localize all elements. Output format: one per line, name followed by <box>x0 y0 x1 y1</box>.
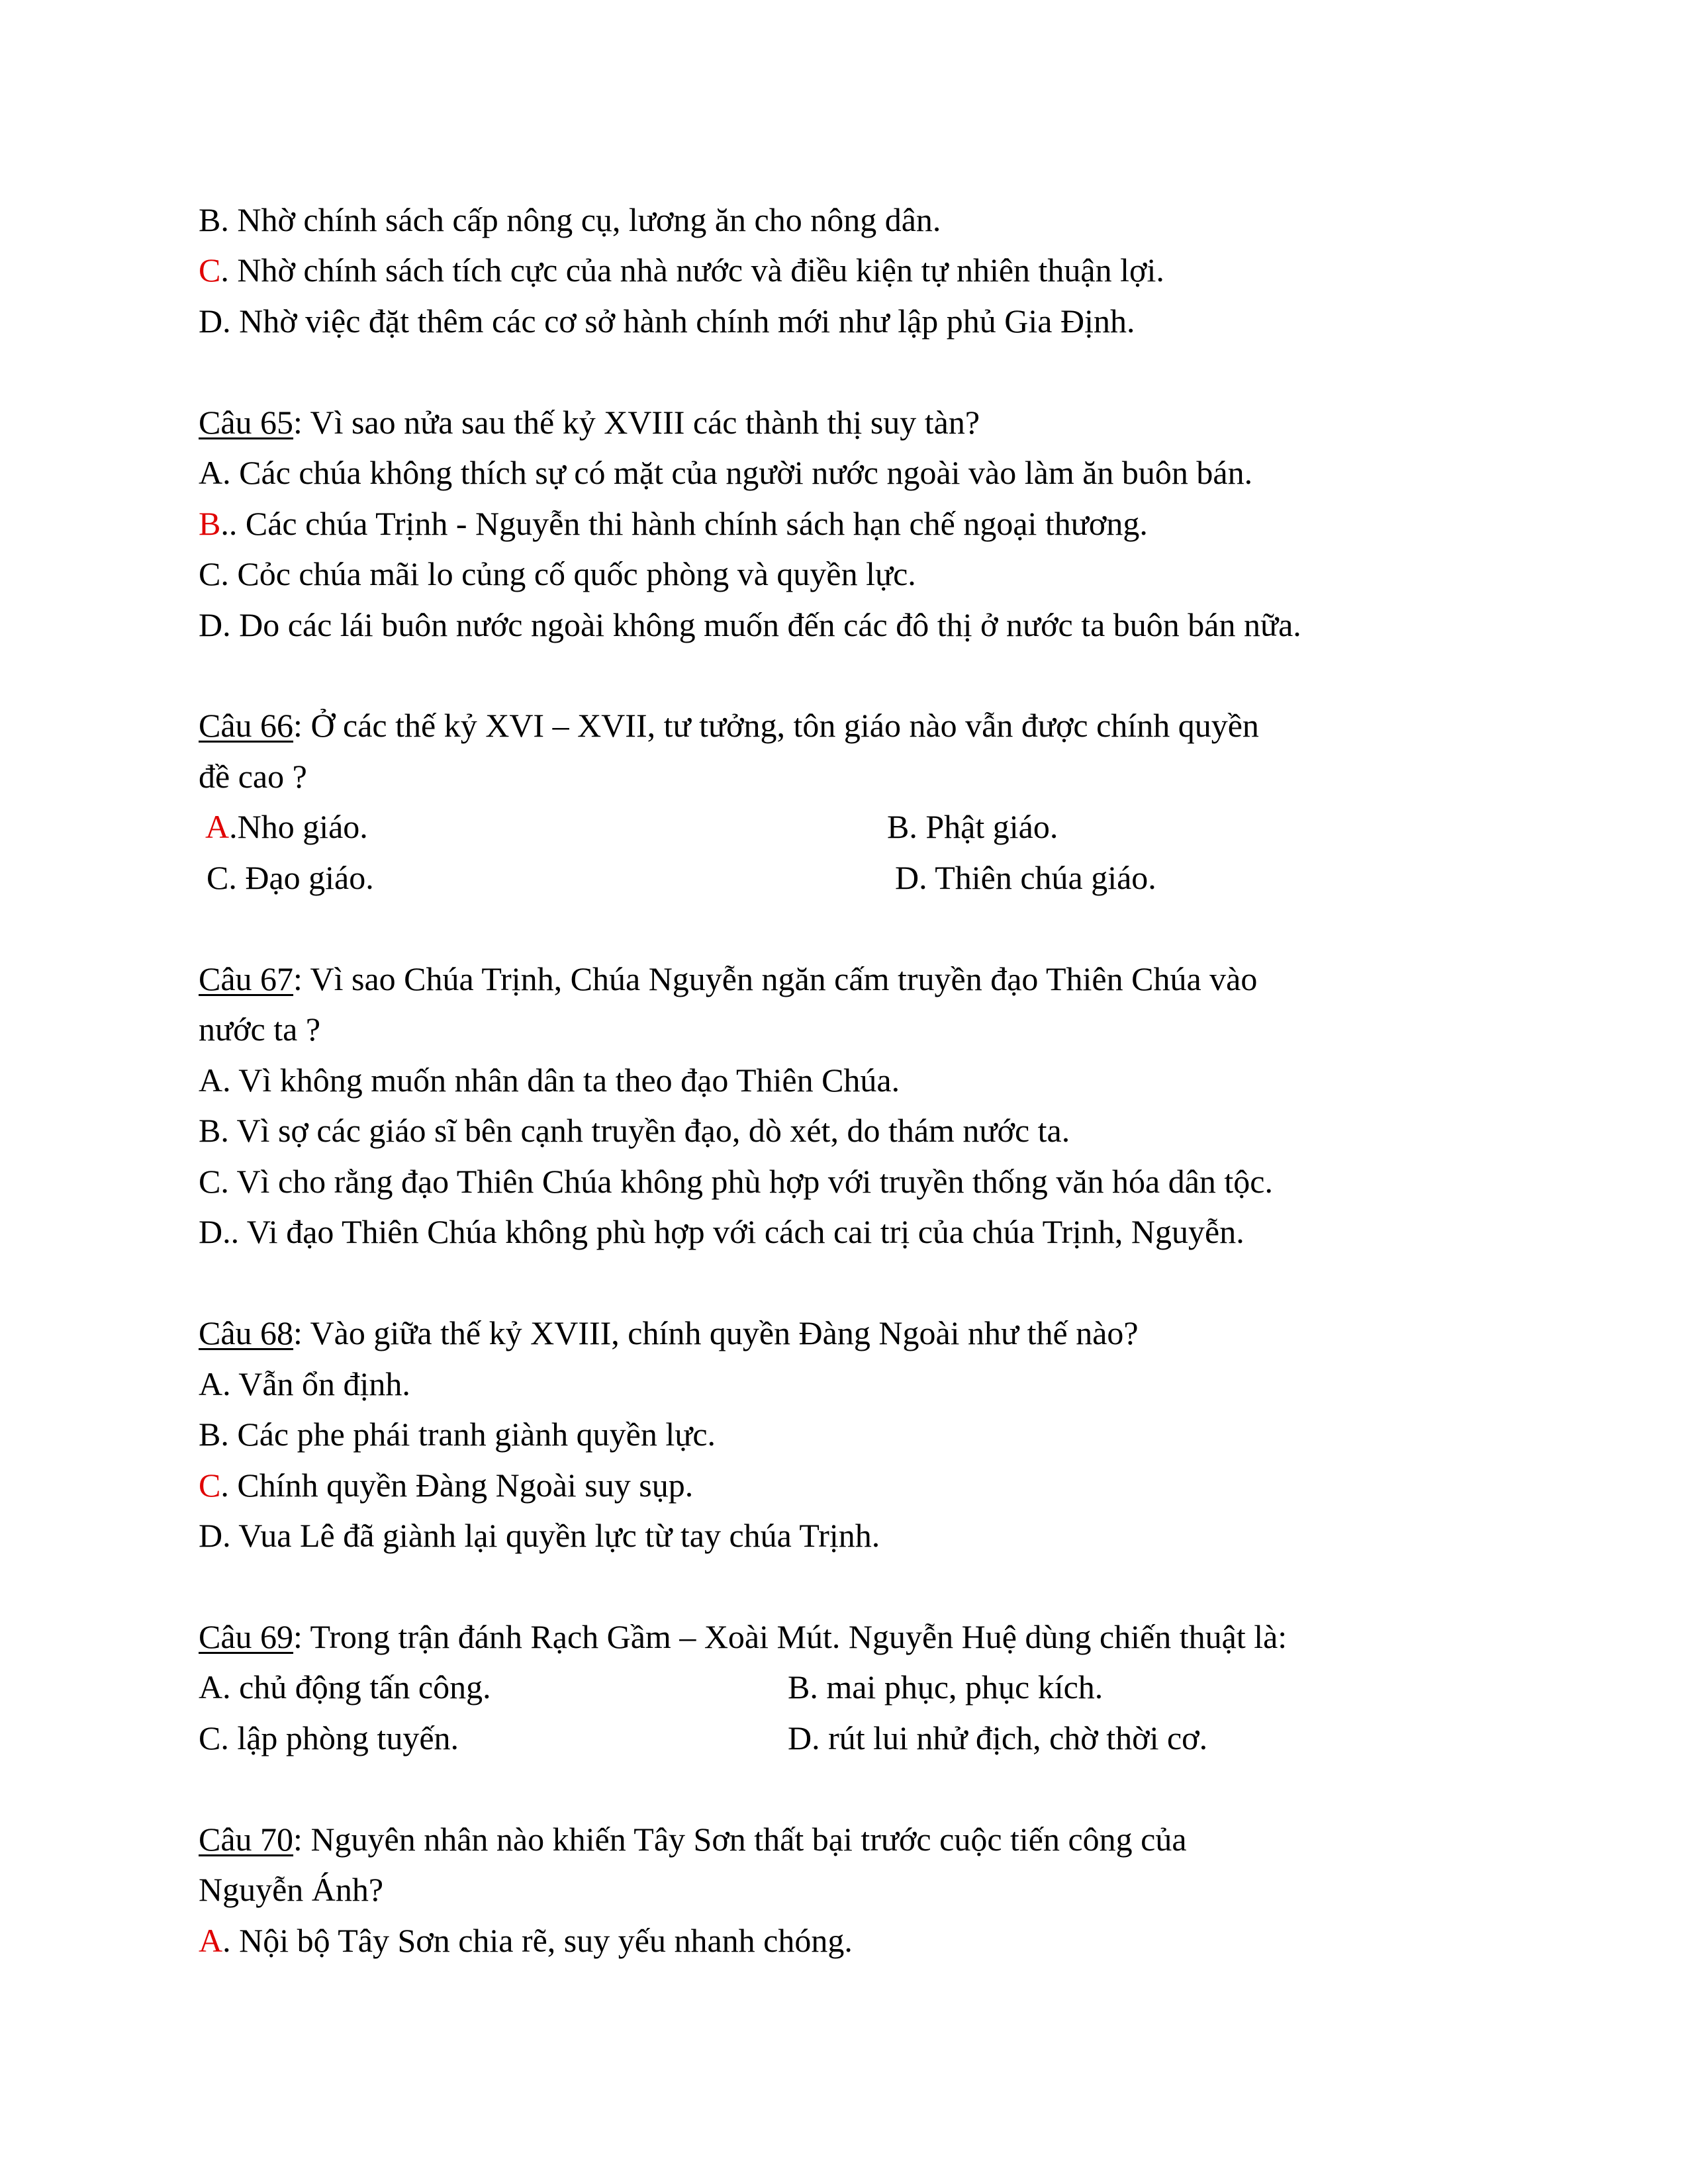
q67-label: Câu 67 <box>199 960 294 997</box>
q70-answer-letter: A <box>199 1922 223 1959</box>
q65-question-text: : Vì sao nửa sau thế kỷ XVIII các thành thị suy tàn? <box>293 404 980 441</box>
q70-question <box>199 1819 1187 1859</box>
q67-question-text: : Vì sao Chúa Trịnh, Chúa Nguyễn ngăn cấm truyền đạo Thiên Chúa vào <box>293 960 1258 997</box>
q70-option-a-text: . Nội bộ Tây Sơn chia rẽ, suy yếu nhanh chóng. <box>222 1922 853 1959</box>
q66-answer-letter: A <box>205 808 230 845</box>
q65-answer-letter: B <box>199 505 221 542</box>
q66-option-d: D. Thiên chúa giáo. <box>895 859 1156 896</box>
q65-option-b <box>199 504 1148 543</box>
q70-question-cont: Nguyễn Ánh? <box>199 1871 384 1908</box>
q66-question-text: : Ở các thế kỷ XVI – XVII, tư tưởng, tôn giáo nào vẫn được chính quyền <box>293 707 1259 744</box>
q70-option-a <box>199 1921 853 1960</box>
q69-question <box>199 1617 1287 1657</box>
q69-label: Câu 69 <box>199 1618 294 1655</box>
q64-option-b: B. Nhờ chính sách cấp nông cụ, lương ăn cho nông dân. <box>199 201 941 238</box>
q68-question-text: : Vào giữa thế kỷ XVIII, chính quyền Đàng Ngoài như thế nào? <box>293 1314 1139 1351</box>
q66-option-b: B. Phật giáo. <box>887 808 1058 845</box>
q68-question <box>199 1313 1139 1353</box>
q66-question <box>199 705 1259 745</box>
q65-option-c: C. Cỏc chúa mãi lo củng cố quốc phòng và quyền lực. <box>199 555 916 592</box>
q68-option-c-text: . Chính quyền Đàng Ngoài suy sụp. <box>220 1467 694 1504</box>
q64-option-c-text: . Nhờ chính sách tích cực của nhà nước và điều kiện tự nhiên thuận lợi. <box>220 251 1164 289</box>
q66-option-c: C. Đạo giáo. <box>207 859 374 896</box>
q66-label: Câu 66 <box>199 707 294 744</box>
q68-option-c <box>199 1465 693 1505</box>
q67-option-b: B. Vì sợ các giáo sĩ bên cạnh truyền đạo, dò xét, do thám nước ta. <box>199 1112 1070 1149</box>
q65-option-d: D. Do các lái buôn nước ngoài không muốn đến các đô thị ở nước ta buôn bán nữa. <box>199 606 1301 643</box>
q64-option-c <box>199 250 1164 290</box>
q64-option-d: D. Nhờ việc đặt thêm các cơ sở hành chính mới như lập phủ Gia Định. <box>199 302 1135 340</box>
q66-question-cont: đề cao ? <box>199 758 307 795</box>
q64-answer-letter: C <box>199 251 221 289</box>
q66-option-a-text: .Nho giáo. <box>229 808 368 845</box>
q69-question-text: : Trong trận đánh Rạch Gầm – Xoài Mút. Nguyễn Huệ dùng chiến thuật là: <box>293 1618 1288 1655</box>
q68-answer-letter: C <box>199 1467 221 1504</box>
q70-label: Câu 70 <box>199 1821 294 1858</box>
q68-label: Câu 68 <box>199 1314 294 1351</box>
q69-option-a: A. chủ động tấn công. <box>199 1668 491 1706</box>
q69-option-c: C. lập phòng tuyến. <box>199 1719 459 1756</box>
q70-question-text: : Nguyên nhân nào khiến Tây Sơn thất bại trước cuộc tiến công của <box>293 1821 1187 1858</box>
q68-option-a: A. Vẫn ổn định. <box>199 1365 410 1402</box>
q68-option-d: D. Vua Lê đã giành lại quyền lực từ tay chúa Trịnh. <box>199 1517 880 1554</box>
q67-option-c: C. Vì cho rằng đạo Thiên Chúa không phù hợp với truyền thống văn hóa dân tộc. <box>199 1163 1273 1200</box>
q65-question <box>199 402 980 442</box>
q66-option-a <box>205 807 368 846</box>
q67-option-d: D.. Vi đạo Thiên Chúa không phù hợp với cách cai trị của chúa Trịnh, Nguyễn. <box>199 1213 1244 1250</box>
q69-option-b: B. mai phục, phục kích. <box>788 1668 1103 1706</box>
q65-label: Câu 65 <box>199 404 294 441</box>
q65-option-a: A. Các chúa không thích sự có mặt của người nước ngoài vào làm ăn buôn bán. <box>199 454 1253 491</box>
q68-option-b: B. Các phe phái tranh giành quyền lực. <box>199 1416 716 1453</box>
q69-option-d: D. rút lui nhử địch, chờ thời cơ. <box>788 1719 1208 1756</box>
q67-option-a: A. Vì không muốn nhân dân ta theo đạo Thiên Chúa. <box>199 1062 900 1099</box>
q67-question <box>199 959 1257 999</box>
q65-option-b-text: .. Các chúa Trịnh - Nguyễn thi hành chính sách hạn chế ngoại thương. <box>220 505 1148 542</box>
q67-question-cont: nước ta ? <box>199 1011 321 1048</box>
